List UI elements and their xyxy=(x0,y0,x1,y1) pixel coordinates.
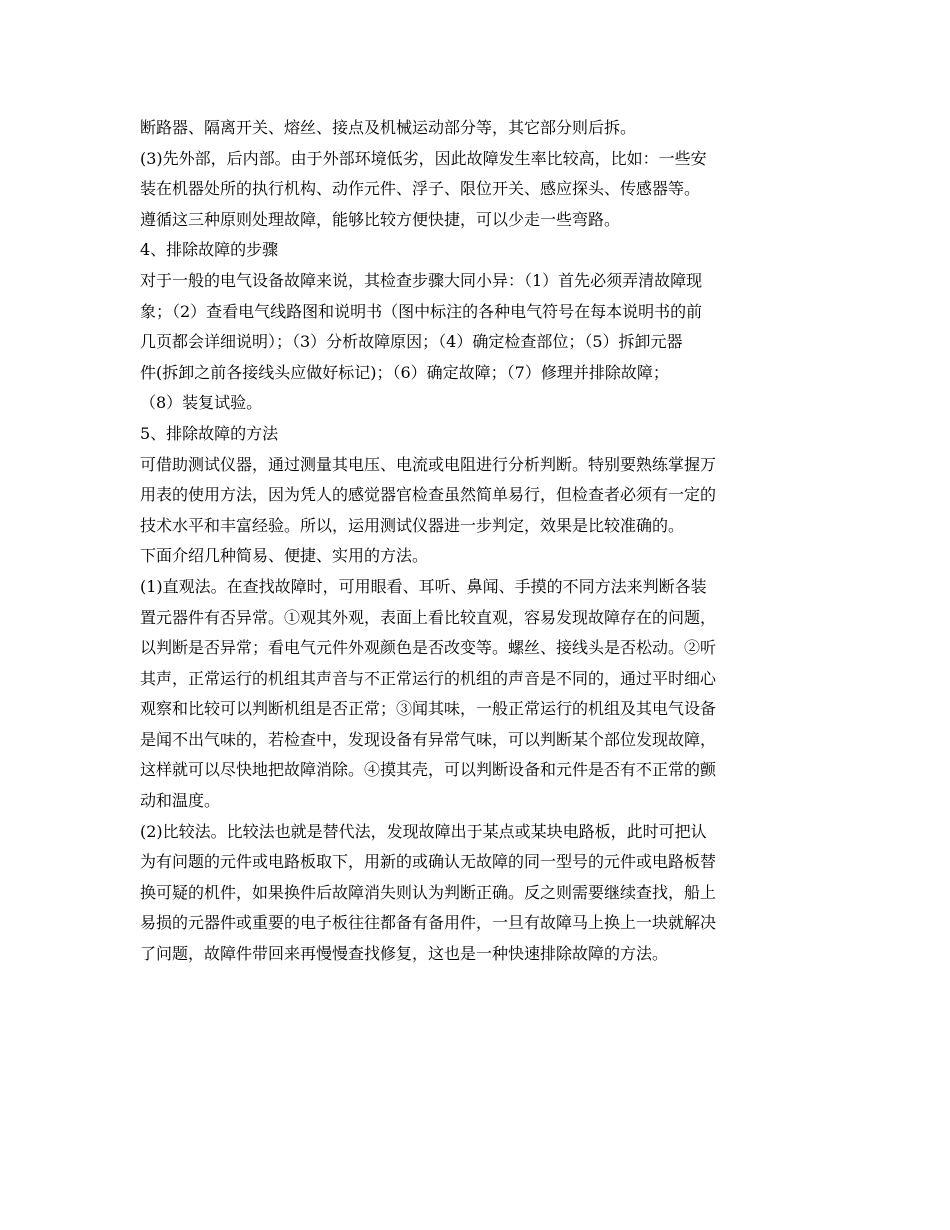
text-line-24: (2)比较法。比较法也就是替代法，发现故障出于某点或某块电路板，此时可把认 xyxy=(140,821,707,841)
text-line-8: 几页都会详细说明）；（3）分析故障原因；（4）确定检查部位；（5）拆卸元器 xyxy=(140,332,683,352)
text-line-21: 是闻不出气味的，若检查中，发现设备有异常气味，可以判断某个部位发现故障， xyxy=(140,729,717,749)
text-line-18: 以判断是否异常；看电气元件外观颜色是否改变等。螺丝、接线头是否松动。②听 xyxy=(140,638,717,658)
text-line-6: 对于一般的电气设备故障来说，其检查步骤大同小异：（1）首先必须弄清故障现 xyxy=(140,270,703,290)
text-line-3: 装在机器处所的执行机构、动作元件、浮子、限位开关、感应探头、传感器等。 xyxy=(140,179,701,199)
text-line-14: 技术水平和丰富经验。所以，运用测试仪器进一步判定，效果是比较准确的。 xyxy=(140,515,685,535)
text-line-4: 遵循这三种原则处理故障，能够比较方便快捷，可以少走一些弯路。 xyxy=(140,209,621,229)
text-line-7: 象；（2）查看电气线路图和说明书（图中标注的各种电气符号在每本说明书的前 xyxy=(140,301,703,321)
text-line-10: （8）装复试验。 xyxy=(140,393,263,413)
text-line-27: 易损的元器件或重要的电子板往往都备有备用件，一旦有故障马上换上一块就解决 xyxy=(140,913,717,933)
text-line-16: (1)直观法。在查找故障时，可用眼看、耳听、鼻闻、手摸的不同方法来判断各装 xyxy=(140,576,707,596)
text-line-23: 动和温度。 xyxy=(140,791,221,811)
section-heading-steps: 4、排除故障的步骤 xyxy=(140,240,279,260)
text-line-1: 断路器、隔离开关、熔丝、接点及机械运动部分等，其它部分则后拆。 xyxy=(140,118,637,137)
text-line-20: 观察和比较可以判断机组是否正常；③闻其味，一般正常运行的机组及其电气设备 xyxy=(140,699,717,719)
text-line-2: (3)先外部，后内部。由于外部环境低劣，因此故障发生率比较高，比如：一些安 xyxy=(140,148,707,168)
text-line-13: 用表的使用方法，因为凭人的感觉器官检查虽然简单易行，但检查者必须有一定的 xyxy=(140,485,717,505)
section-heading-methods: 5、排除故障的方法 xyxy=(140,423,279,443)
text-line-25: 为有问题的元件或电路板取下，用新的或确认无故障的同一型号的元件或电路板替 xyxy=(140,852,717,872)
text-line-9: 件(拆卸之前各接线头应做好标记)；（6）确定故障；（7）修理并排除故障； xyxy=(140,362,669,382)
text-line-15: 下面介绍几种简易、便捷、实用的方法。 xyxy=(140,546,429,566)
text-line-26: 换可疑的机件，如果换件后故障消失则认为判断正确。反之则需要继续查找，船上 xyxy=(140,882,717,902)
text-line-12: 可借助测试仪器，通过测量其电压、电流或电阻进行分析判断。特别要熟练掌握万 xyxy=(140,454,717,474)
text-line-22: 这样就可以尽快地把故障消除。④摸其壳，可以判断设备和元件是否有不正常的颤 xyxy=(140,760,717,780)
text-line-28: 了问题，故障件带回来再慢慢查找修复，这也是一种快速排除故障的方法。 xyxy=(140,944,669,964)
text-line-17: 置元器件有否异常。①观其外观，表面上看比较直观，容易发现故障存在的问题， xyxy=(140,607,717,627)
text-line-19: 其声，正常运行的机组其声音与不正常运行的机组的声音是不同的，通过平时细心 xyxy=(140,668,717,688)
